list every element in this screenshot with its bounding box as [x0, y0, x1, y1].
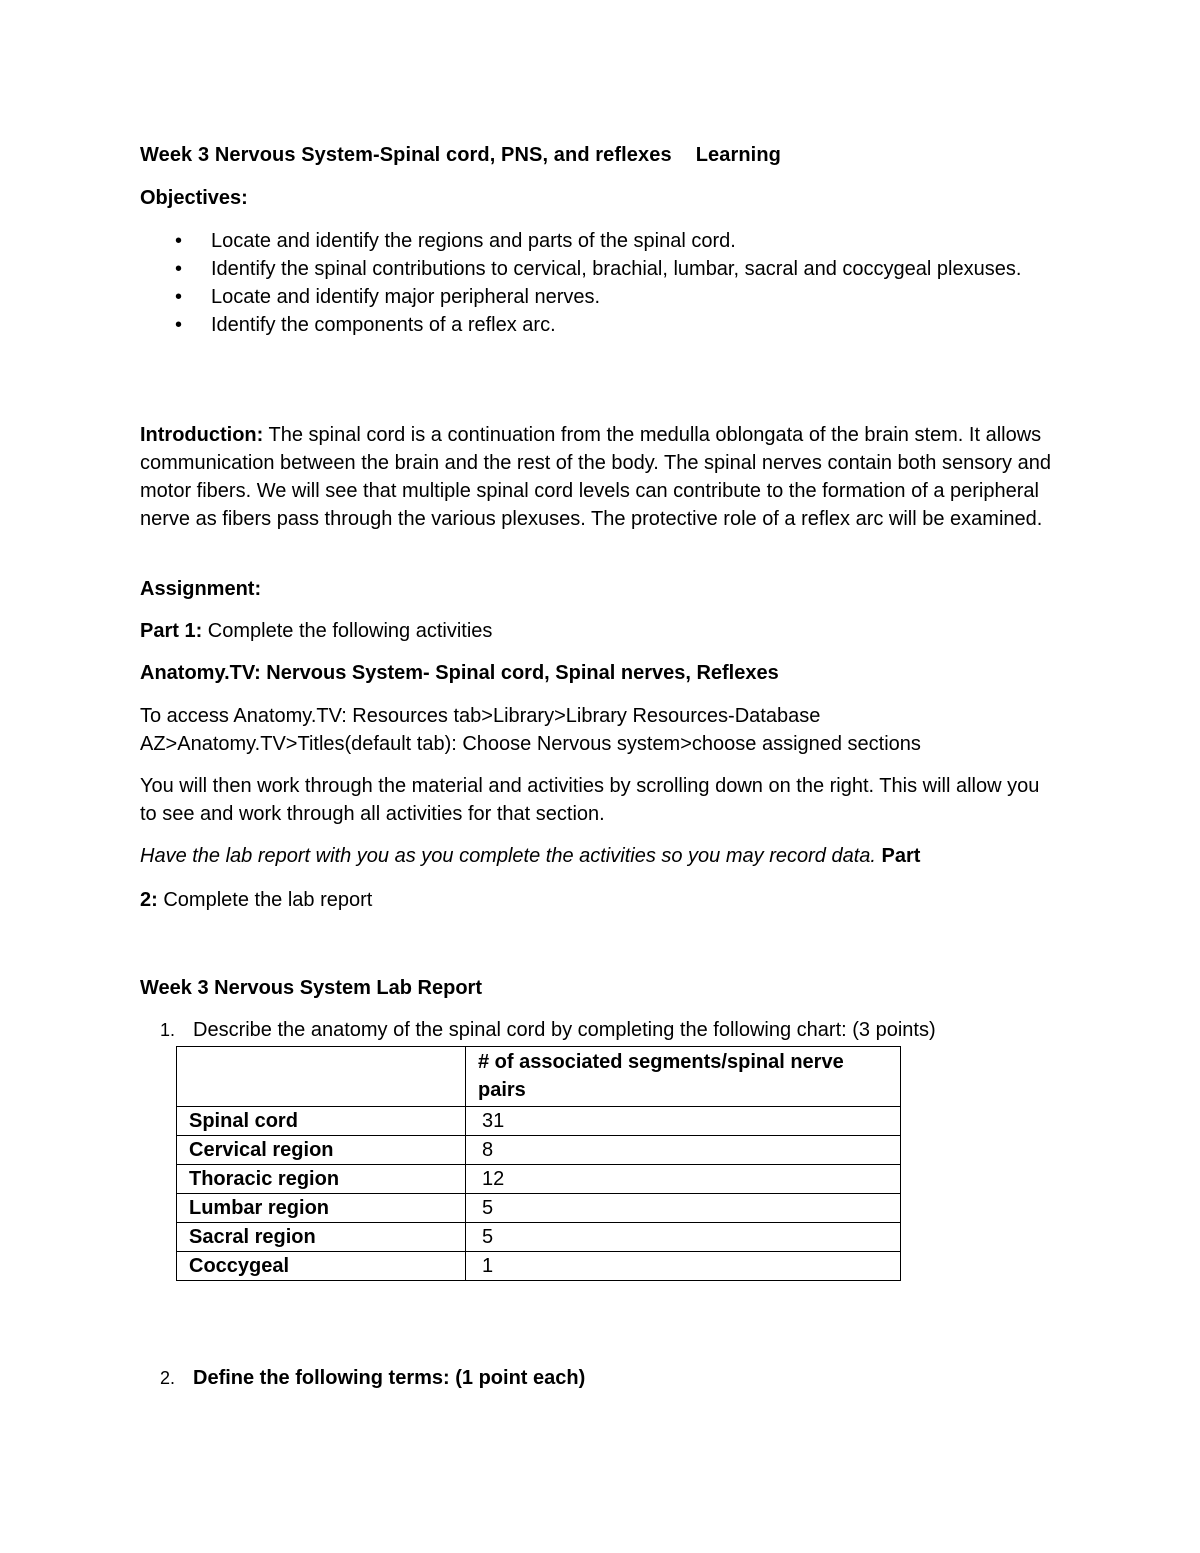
question-1 — [160, 1016, 936, 1044]
lab-report-note — [140, 842, 920, 870]
assignment-heading: Assignment: — [140, 578, 262, 600]
table-row-value[interactable]: 5 — [466, 1223, 901, 1252]
introduction-text: The spinal cord is a continuation from the medulla oblongata of the brain stem. It allows communication between the brain and the rest of the body. The spinal nerves contain both sensory and motor fibers. We will see that multiple spinal cord levels can contribute to the formation of a peripheral nerve as fibers pass through the various plexuses. The protective role of a reflex arc will be examined. — [140, 424, 1051, 530]
part1-text: Complete the following activities — [202, 620, 493, 642]
anatomy-tv-heading: Anatomy.TV: Nervous System- Spinal cord, Spinal nerves, Reflexes — [140, 662, 779, 684]
table-row — [177, 1107, 901, 1136]
lab-report-title: Week 3 Nervous System Lab Report — [140, 977, 482, 999]
work-instructions: You will then work through the material and activities by scrolling down on the right. This will allow you to see and work through all activities for that section. — [140, 775, 1040, 825]
table-row-value[interactable]: 8 — [466, 1136, 901, 1165]
access-instructions: To access Anatomy.TV: Resources tab>Library>Library Resources-Database AZ>Anatomy.TV>Titles(default tab): Choose Nervous system>choose assigned sections — [140, 705, 921, 755]
lab-report-note-text: Have the lab report with you as you complete the activities so you may record data. — [140, 845, 876, 867]
document-title-trailing: Learning — [695, 144, 781, 166]
objective-text: Identify the spinal contributions to cervical, brachial, lumbar, sacral and coccygeal plexuses. — [211, 258, 1022, 280]
table-row — [177, 1223, 901, 1252]
table-row-label: Lumbar region — [177, 1194, 466, 1223]
table-row-label: Sacral region — [177, 1223, 466, 1252]
table-row — [177, 1252, 901, 1281]
table-row-label: Thoracic region — [177, 1165, 466, 1194]
table-row-value[interactable]: 5 — [466, 1194, 901, 1223]
table-row-label: Coccygeal — [177, 1252, 466, 1281]
document-title-main: Week 3 Nervous System-Spinal cord, PNS, and reflexes — [140, 144, 672, 166]
table-row-value[interactable]: 12 — [466, 1165, 901, 1194]
objectives-list — [175, 227, 1031, 339]
document-title — [140, 141, 781, 169]
part2-word: Part — [875, 845, 921, 867]
question-1-number: 1. — [160, 1020, 176, 1040]
objective-item — [175, 283, 1031, 311]
bullet-icon: • — [175, 258, 183, 280]
objective-text: Locate and identify major peripheral nerves. — [211, 286, 601, 308]
table-row — [177, 1194, 901, 1223]
table-row-value[interactable]: 1 — [466, 1252, 901, 1281]
objective-item — [175, 255, 1031, 283]
part2-label: 2: — [140, 889, 158, 911]
spinal-cord-table — [176, 1046, 901, 1281]
question-2-number: 2. — [160, 1368, 176, 1388]
table-header-blank — [177, 1047, 466, 1107]
objective-text: Identify the components of a reflex arc. — [211, 314, 556, 336]
part2-text: Complete the lab report — [157, 889, 373, 911]
introduction-paragraph — [140, 421, 1060, 533]
part1-line — [140, 617, 492, 645]
objectives-heading: Objectives: — [140, 187, 248, 209]
table-row-value[interactable]: 31 — [466, 1107, 901, 1136]
table-header-row — [177, 1047, 901, 1107]
bullet-icon: • — [175, 286, 183, 308]
table-row — [177, 1165, 901, 1194]
objective-item — [175, 227, 1031, 255]
objective-text: Locate and identify the regions and parts of the spinal cord. — [211, 230, 736, 252]
table-row-label: Spinal cord — [177, 1107, 466, 1136]
question-2 — [160, 1364, 585, 1392]
question-1-text: Describe the anatomy of the spinal cord by completing the following chart: (3 points) — [193, 1019, 936, 1041]
part1-label: Part 1: — [140, 620, 203, 642]
table-row — [177, 1136, 901, 1165]
part2-line — [140, 886, 372, 914]
table-row-label: Cervical region — [177, 1136, 466, 1165]
introduction-label: Introduction: — [140, 424, 264, 446]
objective-item — [175, 311, 1031, 339]
bullet-icon: • — [175, 314, 183, 336]
table-header-segments: # of associated segments/spinal nerve pairs — [466, 1047, 901, 1107]
question-2-text: Define the following terms: (1 point each) — [193, 1367, 586, 1389]
bullet-icon: • — [175, 230, 183, 252]
